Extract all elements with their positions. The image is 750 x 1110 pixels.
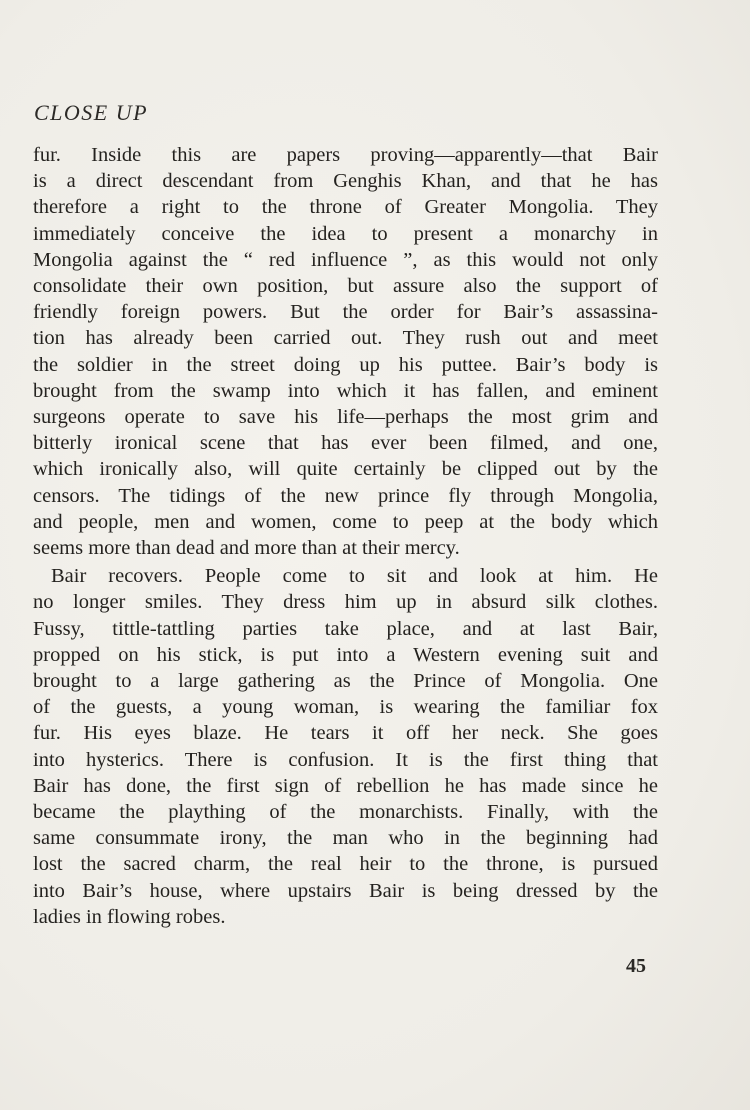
text-line: into hysterics. There is confusion. It is the first thing that — [33, 748, 658, 771]
text-line: brought to a large gathering as the Prince of Mongolia. One — [33, 670, 658, 693]
text-line: immediately conceive the idea to present a monarchy in — [33, 222, 658, 245]
text-line: propped on his stick, is put into a Western evening suit and — [33, 643, 658, 666]
paragraph-2 — [33, 563, 658, 930]
text-line: which ironically also, will quite certainly be clipped out by the — [33, 458, 658, 481]
text-line: became the plaything of the monarchists. Finally, with the — [33, 801, 658, 824]
text-line: therefore a right to the throne of Greater Mongolia. They — [33, 196, 658, 219]
text-line: fur. His eyes blaze. He tears it off her neck. She goes — [33, 722, 658, 745]
text-line: no longer smiles. They dress him up in absurd silk clothes. — [33, 591, 658, 614]
text-line: tion has already been carried out. They rush out and meet — [33, 327, 658, 350]
text-line: Bair has done, the first sign of rebellion he has made since he — [33, 774, 658, 797]
text-line: Bair recovers. People come to sit and look at him. He — [51, 565, 658, 588]
text-line: Fussy, tittle-tattling parties take place, and at last Bair, — [33, 617, 658, 640]
text-line: friendly foreign powers. But the order for Bair’s assassina- — [33, 301, 658, 324]
text-line: lost the sacred charm, the real heir to the throne, is pursued — [33, 853, 658, 876]
text-line: the soldier in the street doing up his puttee. Bair’s body is — [33, 353, 658, 376]
text-line: same consummate irony, the man who in the beginning had — [33, 827, 658, 850]
text-line: Mongolia against the “ red influence ”, as this would not only — [33, 248, 658, 271]
body-text — [33, 142, 658, 930]
running-head: CLOSE UP — [34, 100, 149, 125]
page-number: 45 — [626, 955, 646, 977]
text-line: seems more than dead and more than at their mercy. — [33, 537, 460, 560]
text-line: censors. The tidings of the new prince fly through Mongolia, — [33, 484, 658, 507]
text-line: surgeons operate to save his life—perhaps the most grim and — [33, 406, 658, 429]
text-line: and people, men and women, come to peep at the body which — [33, 510, 658, 533]
text-line: bitterly ironical scene that has ever been filmed, and one, — [33, 432, 658, 455]
text-line: of the guests, a young woman, is wearing the familiar fox — [33, 696, 658, 719]
text-line: brought from the swamp into which it has fallen, and eminent — [33, 379, 658, 402]
text-line: ladies in flowing robes. — [33, 905, 226, 928]
text-line: into Bair’s house, where upstairs Bair is being dressed by the — [33, 879, 658, 902]
text-line: consolidate their own position, but assure also the support of — [33, 275, 658, 298]
paragraph-1 — [33, 142, 658, 561]
text-line: is a direct descendant from Genghis Khan, and that he has — [33, 170, 658, 193]
text-line: fur. Inside this are papers proving—apparently—that Bair — [33, 144, 658, 166]
